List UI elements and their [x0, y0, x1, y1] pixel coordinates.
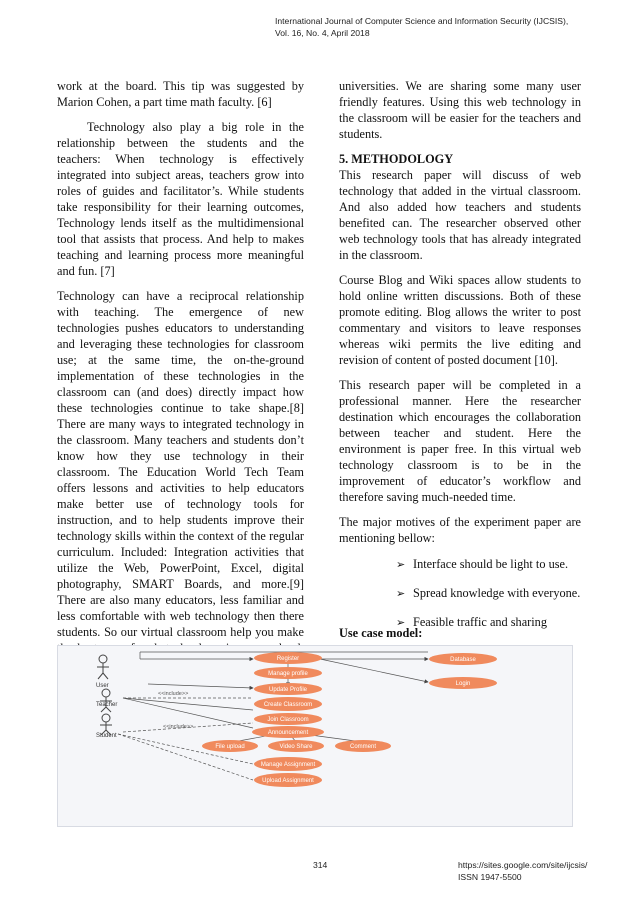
usecase-database-label: Database — [450, 657, 476, 663]
usecase-join-classroom-label: Join Classroom — [267, 717, 309, 723]
header-line-1: International Journal of Computer Science and Information Security (IJCSIS), — [275, 16, 569, 26]
left-paragraph-3: Technology can have a reciprocal relationship with teaching. The emergence of new technologies pushes educators to understanding and leveraging these technologies for classroom use; at the same time, the on-the-ground implementation of these technologies in the classroom can (and does) directly impact how these technologies continue to take shape.[8] There are many ways to integrated technology in the classroom. Many teachers and students don’t know how they use technology in their classroom. The Education World Tech Team offers lessons and activities to help educators make better use of technology tools for instruction, and to help students improve their technology skills within the context of the regular curriculum. Included: Integration activities that utilize the Web, PowerPoint, Excel, digital photography, SMART Boards, and more.[9] There are also many educators, less familiar and less comfortable with web technology then there students. So our virtual classroom help you make — [57, 289, 304, 639]
actor-user-icon — [97, 655, 109, 679]
journal-header — [275, 15, 568, 39]
actor-student-label: Student — [96, 733, 117, 739]
use-case-diagram — [57, 645, 573, 827]
usecase-update-profile-label: Update Profile — [268, 687, 308, 693]
right-paragraph-2: This research paper will discuss of web technology that added in the virtual classroom. And also added how teachers and students benefited can. The researcher observed other web technology tools that has already integrated in the classroom. — [339, 168, 581, 262]
motive-text: Interface should be light to use. — [413, 557, 569, 571]
motives-list — [339, 556, 581, 631]
usecase-upload-assignment-label: Upload Assignment — [262, 778, 314, 784]
usecase-comment-label: Comment — [349, 744, 377, 750]
use-case-title: Use case model: — [339, 626, 423, 640]
use-case-diagram-svg — [58, 646, 574, 828]
arrow-bullet-icon: ➢ — [396, 558, 406, 571]
list-item — [396, 585, 581, 602]
right-paragraph-1: universities. We are sharing some many user friendly features. Using this web technology in the classroom will be easier for the teachers and students. — [339, 79, 581, 141]
usecase-login-label: Login — [455, 681, 471, 687]
page-number: 314 — [313, 860, 328, 870]
actor-student-icon — [100, 714, 112, 735]
actor-teacher-label: Teacher — [96, 702, 118, 708]
issn-number: ISSN 1947-5500 — [458, 872, 522, 882]
left-paragraph-2: Technology also play a big role in the relationship between the students and the teachers: When technology is effectively integrated into subject areas, teachers grow into roles of guides and facilitator’s. While students take responsibility for their learning outcomes, Technology lends itself as the multidimensional tool that assists that process. And help to makes teaching and learning process more meaningful and fun. [7] — [57, 120, 304, 278]
arrow-bullet-icon: ➢ — [396, 587, 406, 600]
section-heading-methodology: 5. METHODOLOGY — [339, 152, 454, 166]
right-paragraph-4: This research paper will be completed in a professional manner. Here the researcher destination which encourages the collaboration between teacher and student. Here the environment is paper free. In this virtual web technology classroom is to be in the improvement of educator’s workflow and therefore saving much-needed time. — [339, 378, 581, 504]
list-item — [396, 614, 581, 631]
relation-include-label: <<include>> — [158, 691, 189, 697]
actor-teacher-icon — [100, 689, 112, 712]
list-item — [396, 556, 581, 573]
usecase-file-upload-label: File upload — [215, 744, 245, 750]
left-column — [57, 78, 304, 681]
usecase-manage-assignment-label: Manage Assignment — [260, 762, 316, 768]
usecase-create-classroom-label: Create Classroom — [263, 702, 313, 708]
usecase-manage-profile-label: Manage profile — [268, 671, 308, 677]
journal-url: https://sites.google.com/site/ijcsis/ — [458, 860, 588, 870]
motive-text: Feasible traffic and sharing — [413, 615, 547, 629]
actor-user-label: User — [96, 683, 109, 689]
arrow-bullet-icon: ➢ — [396, 616, 406, 629]
right-column — [339, 78, 581, 643]
header-line-2: Vol. 16, No. 4, April 2018 — [275, 28, 370, 38]
usecase-video-share-label: Video Share — [279, 744, 313, 750]
footer-info — [458, 859, 587, 883]
right-paragraph-3: Course Blog and Wiki spaces allow students to hold online written discussions. Both of these promote editing. Blog allows the writer to post commentary and visitors to leave responses whereas wiki permits the live editing and revision of content of posted document [10]. — [339, 273, 581, 367]
usecase-register-label: Register — [276, 656, 300, 662]
usecase-announcement-label: Announcement — [267, 730, 309, 736]
relation-include-label: <<include>> — [163, 724, 194, 730]
motive-text: Spread knowledge with everyone. — [413, 586, 581, 600]
left-paragraph-1: work at the board. This tip was suggested by Marion Cohen, a part time math faculty. [6] — [57, 79, 304, 109]
right-paragraph-5: The major motives of the experiment paper are mentioning bellow: — [339, 515, 581, 545]
